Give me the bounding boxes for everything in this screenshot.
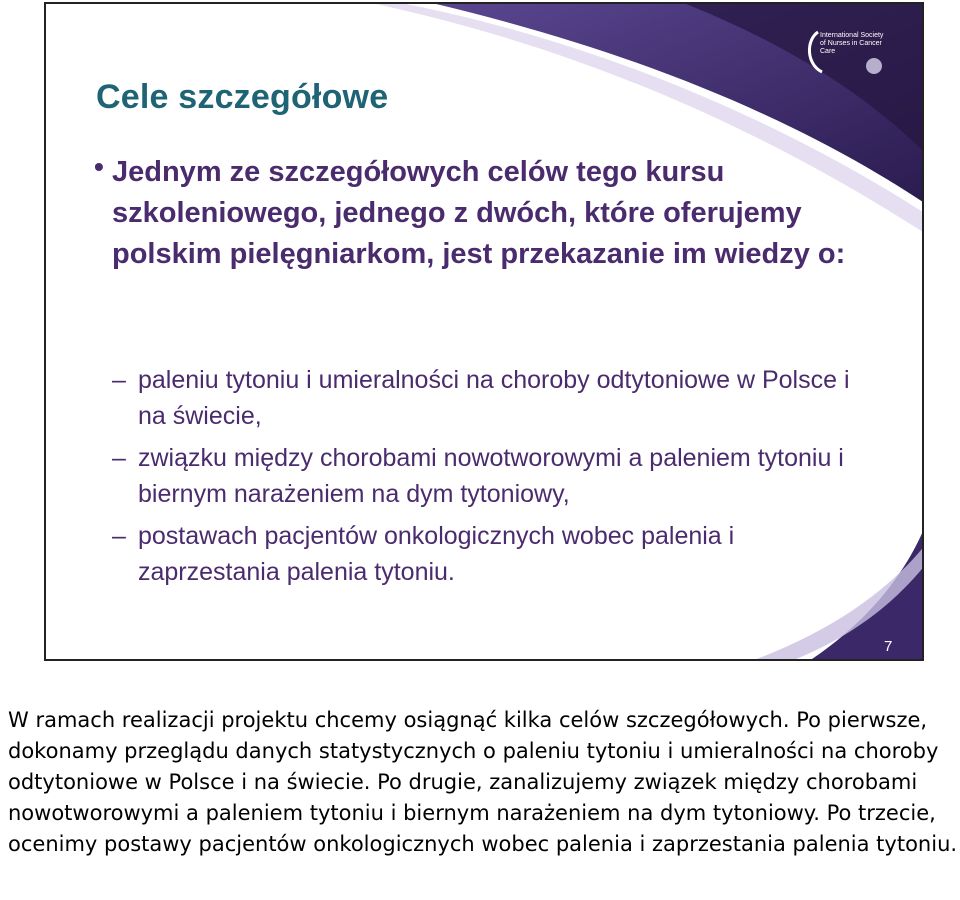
sub-bullet-item: [112, 362, 882, 434]
dash-marker: –: [112, 444, 126, 472]
speaker-notes: W ramach realizacji projektu chcemy osiągnąć kilka celów szczegółowych. Po pierwsze, dokonamy przeglądu danych statystycznych o paleniu tytoniu i umieralności na choroby odtytoniowe w Polsce i na świecie. Po drugie, zanalizujemy związek między chorobami nowotworowymi a paleniem tytoniu i biernym narażeniem na dym tytoniowy. Po trzecie, ocenimy postawy pacjentów onkologicznych wobec palenia i zaprzestania palenia tytoniu.: [8, 708, 958, 856]
dash-marker: –: [112, 366, 126, 394]
slide-page-number: 7: [884, 638, 893, 655]
dash-marker: –: [112, 522, 126, 550]
main-bullet-text: Jednym ze szczegółowych celów tego kursu szkoleniowego, jednego z dwóch, które oferujemy polskim pielęgniarkom, jest przekazanie im wiedzy o:: [112, 156, 846, 270]
sub-bullet-list: [112, 362, 882, 596]
sub-bullet-text: paleniu tytoniu i umieralności na choroby odtytoniowe w Polsce i na świecie,: [138, 366, 850, 430]
sub-bullet-item: [112, 518, 882, 590]
bullet-marker: •: [94, 151, 104, 182]
isncc-logo: [802, 26, 892, 78]
slide: [44, 2, 924, 661]
sub-bullet-text: postawach pacjentów onkologicznych wobec palenia i zaprzestania palenia tytoniu.: [138, 522, 735, 586]
logo-text: International Society of Nurses in Cancer Care: [820, 32, 884, 55]
slide-title: Cele szczegółowe: [96, 78, 389, 116]
main-bullet: [94, 152, 874, 275]
sub-bullet-item: [112, 440, 882, 512]
sub-bullet-text: związku między chorobami nowotworowymi a paleniem tytoniu i biernym narażeniem na dym tytoniowy,: [138, 444, 844, 508]
